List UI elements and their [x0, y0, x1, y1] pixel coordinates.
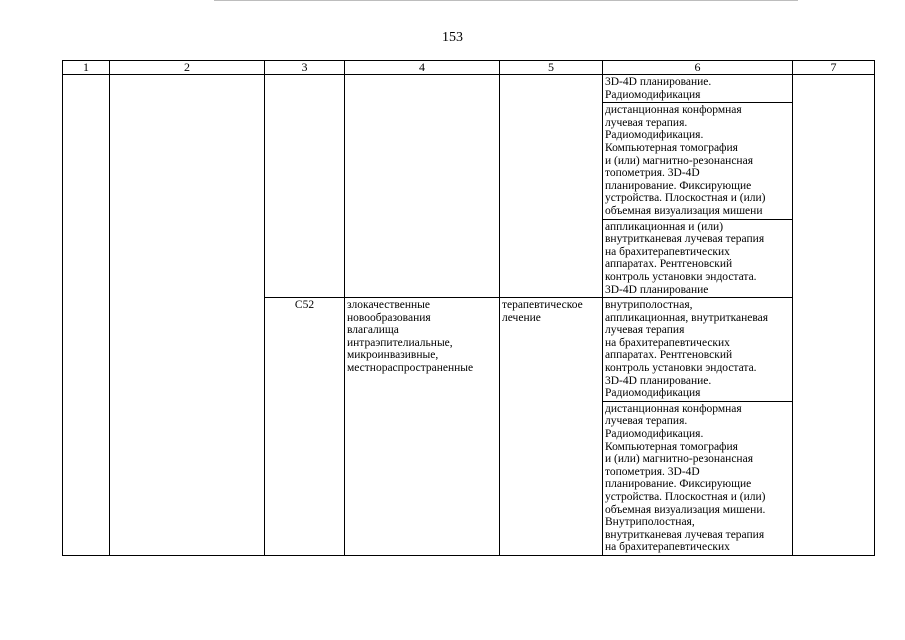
cell-col1 [63, 75, 110, 556]
cell-col7 [793, 75, 875, 556]
header-col-2: 2 [110, 61, 265, 75]
treatment-table [62, 60, 875, 556]
cell-col5-continued [500, 75, 603, 298]
cell-col4-continued [345, 75, 500, 298]
page-top-edge [214, 0, 798, 1]
header-col-4: 4 [345, 61, 500, 75]
header-col-3: 3 [265, 61, 345, 75]
cell-col6-method-2: дистанционная конформная лучевая терапия. Радиомодификация. Компьютерная томография и (или) магнитно-резонансная топометрия. 3D-4D планирование. Фиксирующие устройства. Плоскостная и (или) объемная визуализация мишени [603, 103, 793, 219]
cell-diagnosis: злокачественные новообразования влагалища интраэпителиальные, микроинвазивные, местнораспространенные [345, 298, 500, 556]
cell-col6-method-1: 3D-4D планирование. Радиомодификация [603, 75, 793, 103]
table-row [63, 75, 875, 103]
cell-col6-method-4: внутриполостная, аппликационная, внутритканевая лучевая терапия на брахитерапевтических аппаратах. Рентгеновский контроль установки эндостата. 3D-4D планирование. Радиомодификация [603, 298, 793, 402]
cell-col6-method-5: дистанционная конформная лучевая терапия. Радиомодификация. Компьютерная томография и (или) магнитно-резонансная топометрия. 3D-4D планирование. Фиксирующие устройства. Плоскостная и (или) объемная визуализация мишени. Внутриполостная, внутритканевая лучевая терапия на брахитерапевтических [603, 401, 793, 555]
header-col-1: 1 [63, 61, 110, 75]
cell-col3-continued [265, 75, 345, 298]
page-number: 153 [442, 30, 463, 45]
header-col-6: 6 [603, 61, 793, 75]
header-col-5: 5 [500, 61, 603, 75]
cell-treatment-type: терапевтическое лечение [500, 298, 603, 556]
header-row [63, 61, 875, 75]
header-col-7: 7 [793, 61, 875, 75]
cell-col2 [110, 75, 265, 556]
cell-icd-code: C52 [265, 298, 345, 556]
cell-col6-method-3: аппликационная и (или) внутритканевая лучевая терапия на брахитерапевтических аппаратах. Рентгеновский контроль установки эндостата. 3D-4D планирование [603, 219, 793, 298]
